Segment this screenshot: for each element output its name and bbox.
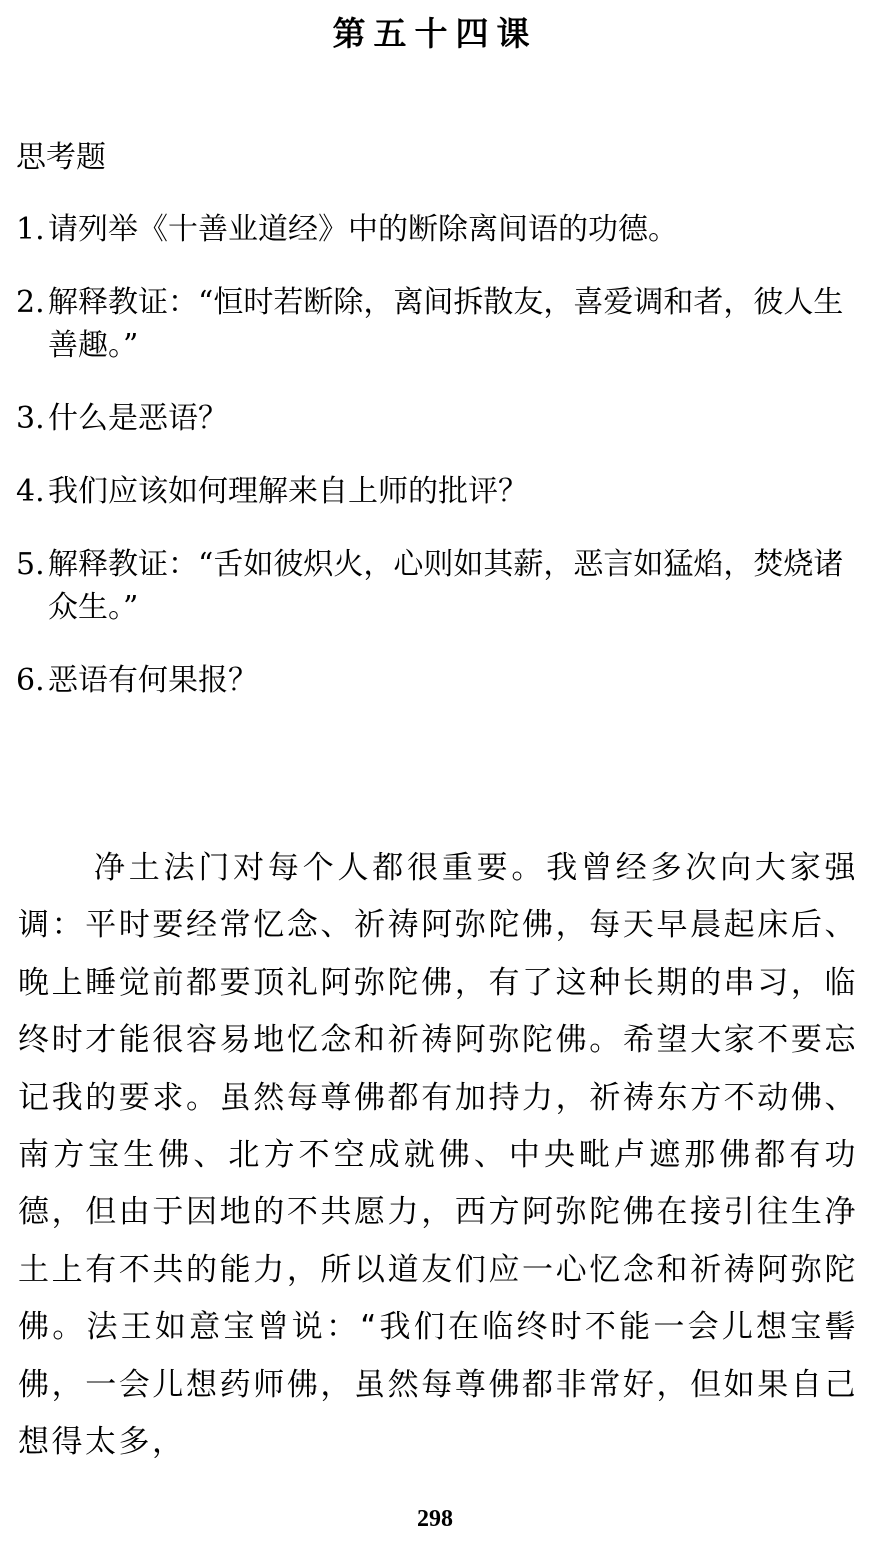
- question-number: 5.: [16, 547, 45, 582]
- lesson-title: 第五十四课: [332, 14, 538, 53]
- questions-heading: 思考题: [16, 140, 106, 175]
- question-text: 恶语有何果报？: [48, 663, 258, 698]
- question-item: [16, 470, 864, 513]
- question-item: [16, 543, 864, 629]
- question-text: 我们应该如何理解来自上师的批评？: [48, 474, 528, 509]
- questions-list: [16, 208, 864, 732]
- question-text: 解释教证：“恒时若断除，离间拆散友，喜爱调和者，彼人生善趣。”: [48, 285, 844, 363]
- question-number: 3.: [16, 401, 45, 436]
- question-text: 解释教证：“舌如彼炽火，心则如其薪，恶言如猛焰，焚烧诸众生。”: [48, 547, 844, 625]
- question-item: [16, 397, 864, 440]
- question-number: 6.: [16, 663, 45, 698]
- question-number: 2.: [16, 285, 45, 320]
- question-number: 1.: [16, 212, 45, 247]
- question-item: [16, 281, 864, 367]
- page-number: 298: [417, 1506, 453, 1532]
- question-item: [16, 659, 864, 702]
- body-paragraph: 净土法门对每个人都很重要。我曾经多次向大家强调：平时要经常忆念、祈祷阿弥陀佛，每天早晨起床后、晚上睡觉前都要顶礼阿弥陀佛，有了这种长期的串习，临终时才能很容易地忆念和祈祷阿弥陀佛。希望大家不要忘记我的要求。虽然每尊佛都有加持力，祈祷东方不动佛、南方宝生佛、北方不空成就佛、中央毗卢遮那佛都有功德，但由于因地的不共愿力，西方阿弥陀佛在接引往生净土上有不共的能力，所以道友们应一心忆念和祈祷阿弥陀佛。法王如意宝曾说：“我们在临终时不能一会儿想宝髻佛，一会儿想药师佛，虽然每尊佛都非常好，但如果自己想得太多，: [18, 850, 858, 1461]
- question-number: 4.: [16, 474, 45, 509]
- question-text: 请列举《十善业道经》中的断除离间语的功德。: [48, 212, 678, 247]
- question-item: [16, 208, 864, 251]
- question-text: 什么是恶语？: [48, 401, 228, 436]
